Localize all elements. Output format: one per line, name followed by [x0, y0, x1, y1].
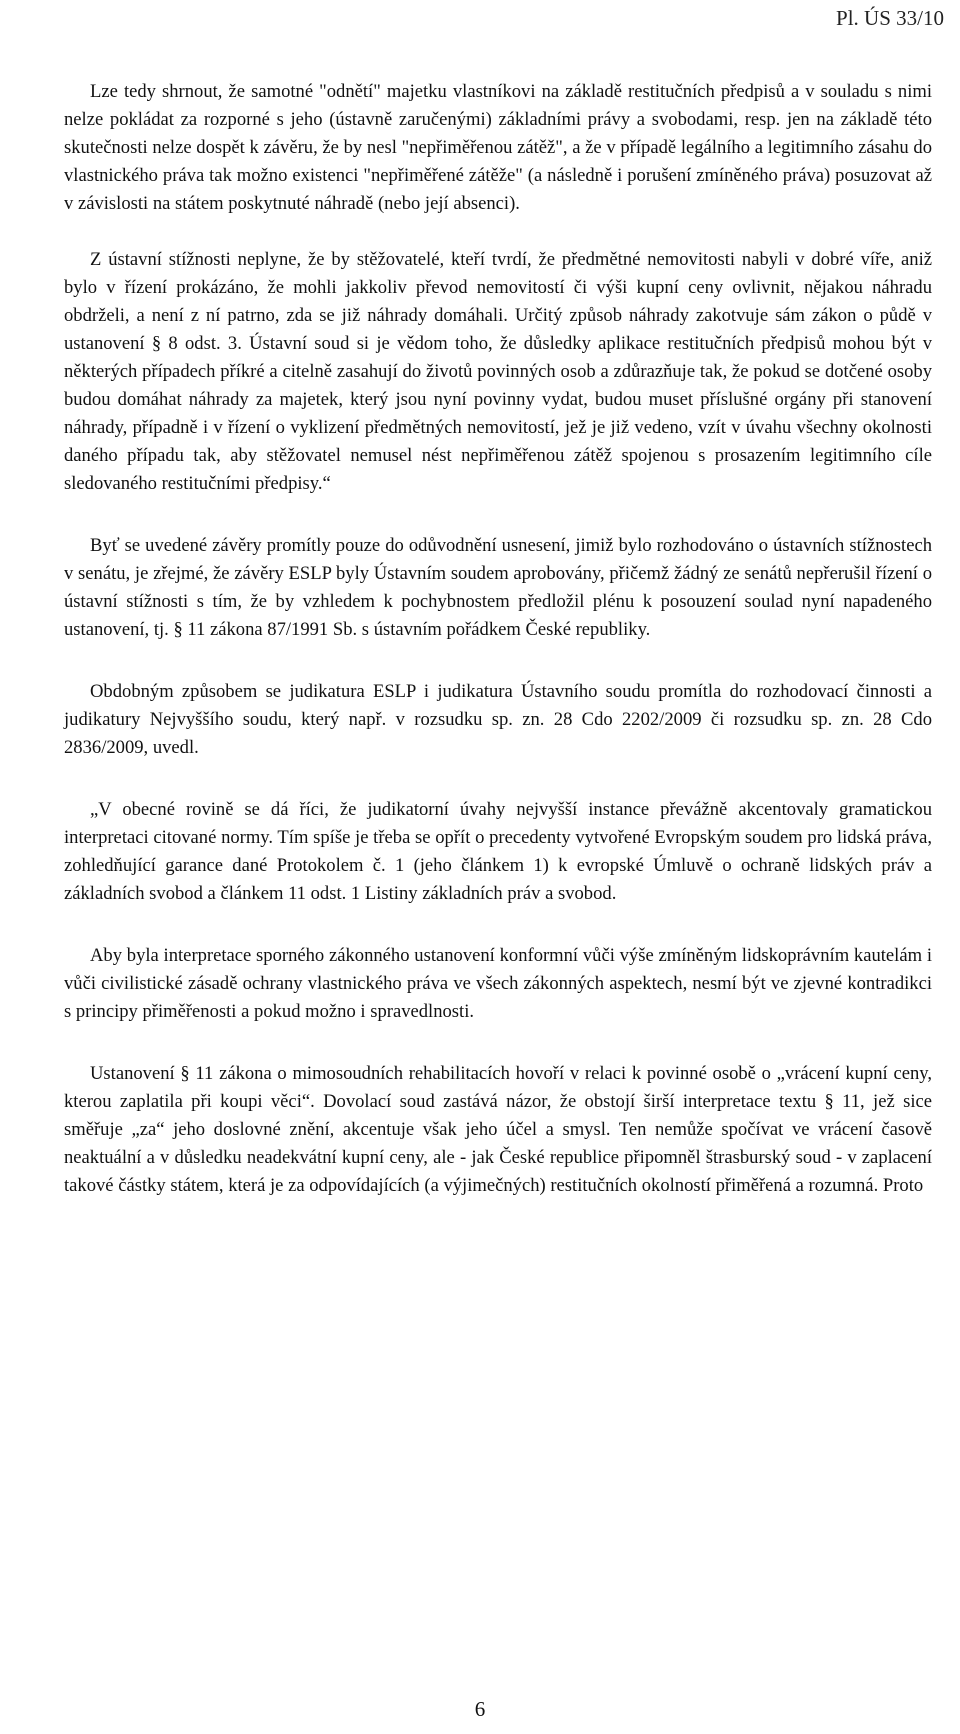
paragraph-3: Byť se uvedené závěry promítly pouze do odůvodnění usnesení, jimiž bylo rozhodováno o ústavních stížnostech v senátu, je zřejmé, že závěry ESLP byly Ústavním soudem aprobovány, přičemž žádný ze senátů nepřerušil řízení o ústavní stížnosti s tím, že by vzhledem k pochybnostem předložil plénu k posouzení soulad nyní napadeného ustanovení, tj. § 11 zákona 87/1991 Sb. s ústavním pořádkem České republiky. — [64, 535, 932, 640]
paragraph-2: Z ústavní stížnosti neplyne, že by stěžovatelé, kteří tvrdí, že předmětné nemovitosti nabyli v dobré víře, aniž bylo v řízení prokázáno, že mohli jakkoliv převod nemovitostí či výši kupní ceny ovlivnit, nějakou náhradu obdrželi, a není z ní patrno, zda se již náhrady domáhali. Určitý způsob náhrady zakotvuje sám zákon o půdě v ustanovení § 8 odst. 3. Ústavní soud si je vědom toho, že důsledky aplikace restitučních předpisů mohou být v některých případech příkré a citelně zasahují do životů povinných osob a zdůrazňuje tak, že pokud se dotčené osoby budou domáhat náhrady za majetek, který jsou nyní povinny vydat, budou muset příslušné orgány při stanovení náhrady, případně i v řízení o vyklizení předmětných nemovitostí, jež je již vedeno, vzít v úvahu všechny okolnosti daného případu tak, aby stěžovatel nemusel nést nepřiměřenou zátěž spojenou s prosazením legitimního cíle sledovaného restitučními předpisy.“ — [64, 249, 932, 494]
page-number: 6 — [474, 1697, 486, 1721]
case-reference: Pl. ÚS 33/10 — [836, 6, 944, 30]
paragraph-1: Lze tedy shrnout, že samotné "odnětí" majetku vlastníkovi na základě restitučních předpisů a v souladu s nimi nelze pokládat za rozporné s jeho (ústavně zaručenými) základními právy a svobodami, resp. jen na základě této skutečnosti nelze dospět k závěru, že by nesl "nepřiměřenou zátěž", a že v případě legálního a legitimního zásahu do vlastnického práva tak možno existenci "nepřiměřené zátěže" (a následně i porušení zmíněného práva) posuzovat až v závislosti na státem poskytnuté náhradě (nebo její absenci). — [64, 81, 932, 214]
paragraph-5-quote: „V obecné rovině se dá říci, že judikatorní úvahy nejvyšší instance převážně akcentovaly gramatickou interpretaci citované normy. Tím spíše je třeba se opřít o precedenty vytvořené Evropským soudem pro lidská práva, zohledňující garance dané Protokolem č. 1 (jeho článkem 1) k evropské Úmluvě o ochraně lidských práv a základních svobod a článkem 11 odst. 1 Listiny základních práv a svobod. — [64, 799, 932, 904]
document-body — [64, 78, 932, 1234]
paragraph-4: Obdobným způsobem se judikatura ESLP i judikatura Ústavního soudu promítla do rozhodovací činnosti a judikatury Nejvyššího soudu, který např. v rozsudku sp. zn. 28 Cdo 2202/2009 či rozsudku sp. zn. 28 Cdo 2836/2009, uvedl. — [64, 681, 932, 758]
paragraph-6: Aby byla interpretace sporného zákonného ustanovení konformní vůči výše zmíněným lidskoprávním kautelám i vůči civilistické zásadě ochrany vlastnického práva ve všech zákonných aspektech, nesmí být ve zjevné kontradikci s principy přiměřenosti a pokud možno i spravedlnosti. — [64, 945, 932, 1022]
paragraph-7: Ustanovení § 11 zákona o mimosoudních rehabilitacích hovoří v relaci k povinné osobě o „vrácení kupní ceny, kterou zaplatila při koupi věci“. Dovolací soud zastává názor, že obstojí širší interpretace textu § 11, jež sice směřuje „za“ jeho doslovné znění, akcentuje však jeho účel a smysl. Ten nemůže spočívat ve vrácení časově neaktuální a v důsledku neadekvátní kupní ceny, ale - jak České republice připomněl štrasburský soud - v zaplacení takové částky státem, která je za odpovídajících (a výjimečných) restitučních okolností přiměřená a rozumná. Proto — [64, 1063, 932, 1196]
